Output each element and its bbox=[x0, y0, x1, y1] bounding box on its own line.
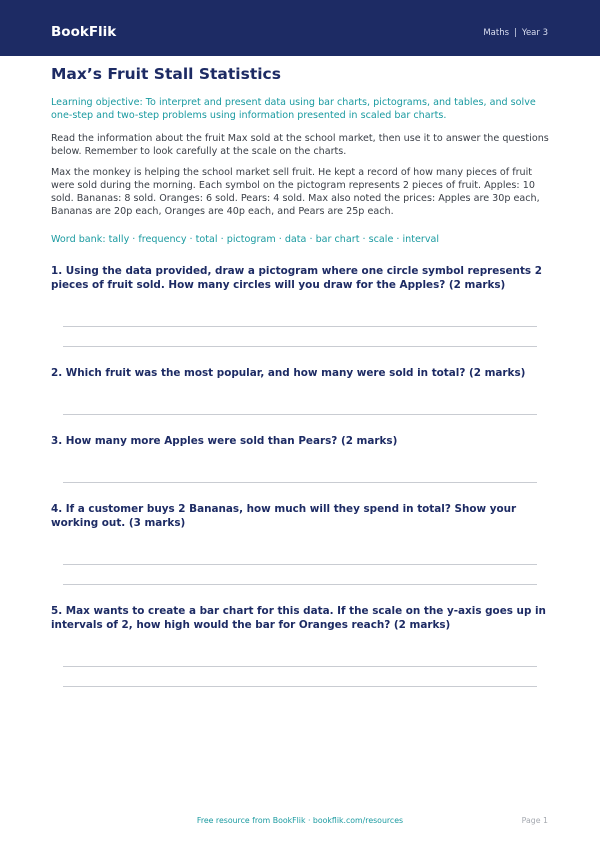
story-paragraph: Max the monkey is helping the school market sell fruit. He kept a record of how many pieces of fruit were sold during the morning. Each symbol on the pictogram represents 2 pieces of fruit. Apples: 10 sold. Bananas: 8 sold. Oranges: 6 sold. Pears: 4 sold. Max also noted the prices: Apples are 30p each, Bananas are 20p each, Oranges are 40p each, and Pears are 25p each. bbox=[51, 167, 540, 217]
question-4: 4. If a customer buys 2 Bananas, how much will they spend in total? Show your working out. (3 marks) bbox=[51, 503, 517, 529]
learning-objective: Learning objective: To interpret and present data using bar charts, pictograms, and tables, and solve one-step and two-step problems using information presented in scaled bar charts. bbox=[51, 97, 536, 121]
question-5: 5. Max wants to create a bar chart for this data. If the scale on the y-axis goes up in intervals of 2, how high would the bar for Oranges reach? (2 marks) bbox=[51, 605, 546, 631]
answer-line[interactable] bbox=[63, 584, 537, 585]
intro-paragraph: Read the information about the fruit Max sold at the school market, then use it to answer the questions below. Remember to look carefully at the scale on the charts. bbox=[51, 133, 549, 157]
brand-logo-text: BookFlik bbox=[51, 24, 117, 40]
question-1: 1. Using the data provided, draw a pictogram where one circle symbol represents 2 pieces of fruit sold. How many circles will you draw for the Apples? (2 marks) bbox=[51, 265, 542, 291]
meta-separator: | bbox=[514, 28, 517, 38]
header-bar bbox=[0, 0, 600, 56]
answer-line[interactable] bbox=[63, 346, 537, 347]
subject-year-meta bbox=[483, 27, 548, 39]
year-label: Year 3 bbox=[521, 28, 548, 38]
answer-line[interactable] bbox=[63, 326, 537, 327]
answer-line[interactable] bbox=[63, 482, 537, 483]
question-2: 2. Which fruit was the most popular, and how many were sold in total? (2 marks) bbox=[51, 367, 526, 379]
answer-line[interactable] bbox=[63, 564, 537, 565]
footer-resource-link[interactable]: Free resource from BookFlik · bookflik.com/resources bbox=[196, 816, 404, 825]
page-title: Max’s Fruit Stall Statistics bbox=[51, 65, 281, 83]
answer-line[interactable] bbox=[63, 414, 537, 415]
answer-line[interactable] bbox=[63, 686, 537, 687]
word-bank: Word bank: tally · frequency · total · pictogram · data · bar chart · scale · interval bbox=[51, 234, 440, 245]
subject-label: Maths bbox=[483, 28, 510, 38]
answer-line[interactable] bbox=[63, 666, 537, 667]
question-3: 3. How many more Apples were sold than Pears? (2 marks) bbox=[51, 435, 398, 447]
page-number: Page 1 bbox=[521, 816, 548, 825]
